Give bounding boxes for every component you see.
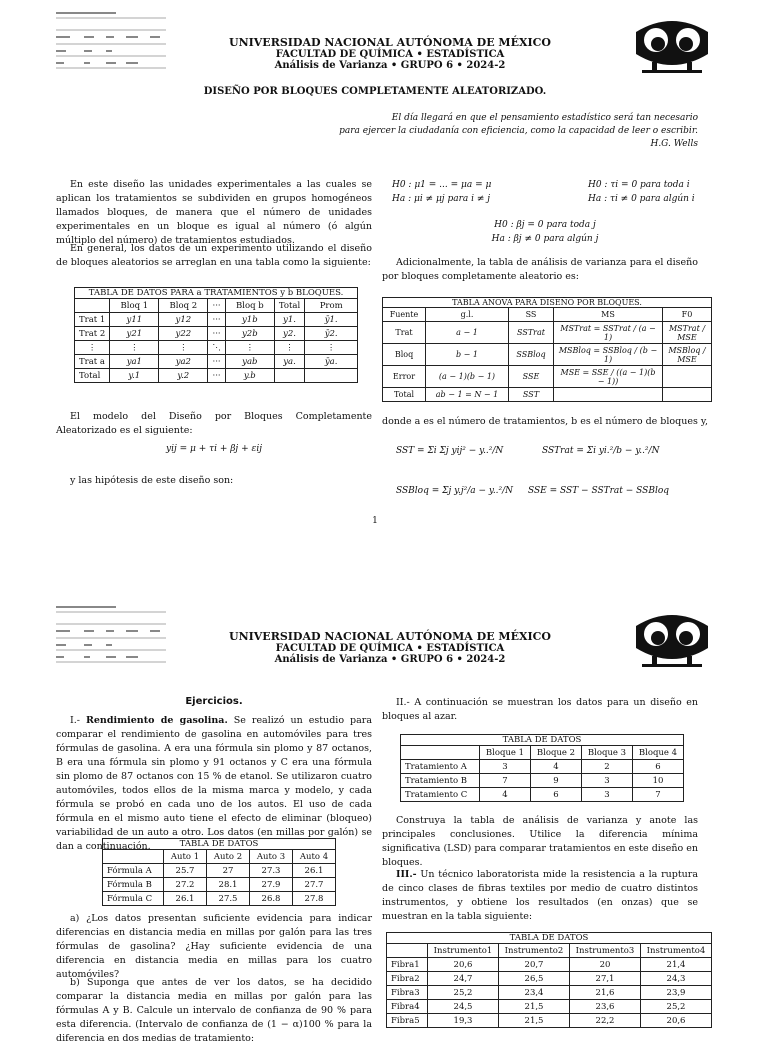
table-cell: 20,6: [428, 958, 499, 972]
table-cell: 26.8: [250, 892, 293, 906]
table-cell: SSTrat: [509, 322, 554, 344]
quote-author: H.G. Wells: [650, 139, 698, 149]
hypotheses-block: [392, 218, 698, 246]
table-cell: 7: [633, 788, 684, 802]
table-cell: Fórmula A: [103, 864, 164, 878]
table-cell: MSE = SSE / ((a − 1)(b − 1)): [554, 366, 663, 388]
anova-note: donde a es el número de tratamientos, b es el número de bloques y,: [382, 416, 708, 427]
table-row: [383, 388, 712, 402]
table-cell: a − 1: [426, 322, 509, 344]
table-cell: 27.3: [250, 864, 293, 878]
table-cell: y2.: [274, 327, 304, 341]
exercise-2-instructions: Construya la tabla de análisis de varianza y anote las principales conclusiones. Utilice la diferencia mínima significativa (LSD) para comparar tratamientos en este diseño en bloques.: [382, 815, 698, 868]
table-cell: Instrumento2: [499, 944, 570, 958]
table-row: [401, 760, 684, 774]
table-row: [387, 958, 712, 972]
table-cell: y.1: [110, 369, 159, 383]
table-cell: Tratamiento C: [401, 788, 480, 802]
header-mini-table: [56, 10, 166, 70]
table-cell: y2b: [225, 327, 274, 341]
table-row: [383, 322, 712, 344]
fibers-table-caption: TABLA DE DATOS: [386, 932, 712, 943]
table-cell: ȳ1.: [305, 313, 358, 327]
anova-table-caption: TABLA ANOVA PARA DISEÑO POR BLOQUES.: [382, 297, 712, 307]
table-cell: 24,5: [428, 1000, 499, 1014]
anova-table-wrapper: [382, 297, 712, 402]
mini-table-graphic: [56, 10, 166, 70]
gasoline-table: [102, 838, 336, 906]
table-cell: Auto 1: [164, 850, 207, 864]
table-cell: g.l.: [426, 308, 509, 322]
table-cell: Fibra4: [387, 1000, 428, 1014]
table-row: [401, 788, 684, 802]
table-cell: [554, 388, 663, 402]
table-cell: y1b: [225, 313, 274, 327]
table-row: [75, 341, 358, 355]
data-table-wrapper: [74, 287, 358, 383]
table-cell: Fibra5: [387, 1014, 428, 1028]
exercise-1: [56, 714, 372, 854]
table-header-row: [387, 944, 712, 958]
blocks-table-caption: TABLA DE DATOS: [400, 734, 684, 745]
table-cell: Trat 2: [75, 327, 110, 341]
table-cell: SST: [509, 388, 554, 402]
table-cell: MS: [554, 308, 663, 322]
table-cell: Bloq 2: [159, 299, 208, 313]
table-cell: 27: [207, 864, 250, 878]
table-cell: Total: [75, 369, 110, 383]
table-cell: Total: [383, 388, 426, 402]
table-cell: 10: [633, 774, 684, 788]
table-cell: SSBloq: [509, 344, 554, 366]
exercise-3: [382, 868, 698, 924]
table-cell: 21,4: [641, 958, 712, 972]
table-cell: 6: [531, 788, 582, 802]
gasoline-table-wrapper: [102, 838, 336, 906]
table-cell: y.2: [159, 369, 208, 383]
table-cell: ya2: [159, 355, 208, 369]
table-cell: ···: [208, 313, 226, 327]
table-cell: Bloq: [383, 344, 426, 366]
table-cell: [663, 366, 712, 388]
table-row: [387, 1000, 712, 1014]
table-cell: Bloq b: [225, 299, 274, 313]
table-cell: 20,7: [499, 958, 570, 972]
fibers-table-wrapper: [386, 932, 712, 1024]
table-row: [401, 774, 684, 788]
exercise-3-number: III.-: [396, 869, 417, 880]
table-cell: 19,3: [428, 1014, 499, 1028]
exercise-1-title: Rendimiento de gasolina.: [85, 715, 228, 726]
table-cell: ab − 1 = N − 1: [426, 388, 509, 402]
table-cell: SS: [509, 308, 554, 322]
table-cell: 22,2: [570, 1014, 641, 1028]
table-cell: Bloque 4: [633, 746, 684, 760]
owl-logo-icon: [632, 14, 712, 76]
exercise-1-number: I.-: [70, 715, 86, 726]
table-cell: 24,7: [428, 972, 499, 986]
table-cell: Fórmula B: [103, 878, 164, 892]
table-cell: 3: [582, 774, 633, 788]
page-title: DISEÑO POR BLOQUES COMPLETAMENTE ALEATORIZADO.: [203, 86, 547, 97]
table-cell: MSBloq / MSE: [663, 344, 712, 366]
table-cell: 20,6: [641, 1014, 712, 1028]
table-cell: 26.1: [164, 892, 207, 906]
owl-logo-icon: [632, 608, 712, 670]
exercise-1-text: Se realizó un estudio para comparar el rendimiento de gasolina en automóviles para tres fórmulas de gasolina. A era una fórmula sin plomo y 87 octanos, B era una fórmula sin plomo y 91 octanos y C era una fórmula sin plomo de 87 octanos con 15 % de etanol. Se utilizaron cuatro automóviles, todos ellos de la misma marca y modelo, y cada fórmula se probó en cada uno de los autos. El uso de cada fórmula en el mismo auto tiene el efecto de eliminar (bloqueo) variabilidad de un auto a otro. Los datos (en millas por galón) se dan a continuación.: [56, 715, 372, 852]
course-name: Análisis de Varianza • GRUPO 6 • 2024-2: [274, 654, 506, 665]
table-cell: Tratamiento A: [401, 760, 480, 774]
table-cell: Auto 2: [207, 850, 250, 864]
hypotheses-intro: y las hipótesis de este diseño son:: [70, 475, 234, 486]
faculty-name: FACULTAD DE QUÍMICA • ESTADÍSTICA: [275, 49, 505, 60]
table-cell: 2: [582, 760, 633, 774]
table-cell: y12: [159, 313, 208, 327]
table-cell: ···: [208, 369, 226, 383]
table-cell: 3: [582, 788, 633, 802]
table-header-row: [75, 299, 358, 313]
arrangement-paragraph: En general, los datos de un experimento utilizando el diseño de bloques aleatorios se arreglan en una tabla como la siguiente:: [56, 243, 372, 268]
formula-sse: SSE = SST − SSTrat − SSBloq: [528, 486, 670, 496]
hypothesis-h0-treatment: H0 : τi = 0 para toda i: [588, 180, 690, 190]
table-cell: ···: [208, 299, 226, 313]
table-cell: Trat 1: [75, 313, 110, 327]
table-cell: Prom: [305, 299, 358, 313]
table-row: [383, 366, 712, 388]
table-cell: Bloque 1: [480, 746, 531, 760]
blocks-table-wrapper: [400, 734, 684, 802]
table-cell: [401, 746, 480, 760]
table-cell: 7: [480, 774, 531, 788]
question-b: b) Suponga que antes de ver los datos, se ha decidido comparar la distancia media en millas por galón para las fórmulas A y B. Calcule un intervalo de confianza de 90 % para esta diferencia. (Intervalo de confianza de (1 − α)100 % para la diferencia en dos medias de tratamiento:: [56, 977, 372, 1044]
table-cell: 23,6: [570, 1000, 641, 1014]
course-name: Análisis de Varianza • GRUPO 6 • 2024-2: [274, 60, 506, 71]
table-cell: y22: [159, 327, 208, 341]
table-cell: y.b: [225, 369, 274, 383]
exercise-3-text: Un técnico laboratorista mide la resistencia a la ruptura de cinco clases de fibras textiles por medio de cuatro distintos instrumentos, y obtiene los resultados (en onzas) que se muestran en la tabla siguiente:: [382, 869, 698, 922]
table-row: [383, 344, 712, 366]
table-cell: 25,2: [641, 1000, 712, 1014]
table-cell: Fuente: [383, 308, 426, 322]
table-cell: ya1: [110, 355, 159, 369]
table-row: [387, 1014, 712, 1028]
table-cell: Error: [383, 366, 426, 388]
hypothesis-ha-block: Ha : βj ≠ 0 para algún j: [491, 234, 599, 244]
table-cell: Instrumento3: [570, 944, 641, 958]
university-name: UNIVERSIDAD NACIONAL AUTÓNOMA DE MÉXICO: [228, 36, 551, 49]
table-cell: 27.5: [207, 892, 250, 906]
table-cell: [387, 944, 428, 958]
table-cell: y21: [110, 327, 159, 341]
table-cell: [274, 369, 304, 383]
table-cell: Tratamiento B: [401, 774, 480, 788]
table-cell: Bloq 1: [110, 299, 159, 313]
table-cell: 27,1: [570, 972, 641, 986]
table-cell: 27.7: [293, 878, 336, 892]
table-cell: 24,3: [641, 972, 712, 986]
table-row: [103, 864, 336, 878]
table-cell: Auto 4: [293, 850, 336, 864]
table-cell: 3: [480, 760, 531, 774]
table-cell: 27.9: [250, 878, 293, 892]
table-cell: 21,6: [570, 986, 641, 1000]
table-cell: ···: [208, 355, 226, 369]
hypothesis-ha-mean: Ha : μi ≠ μj para i ≠ j: [392, 194, 491, 204]
table-cell: Total: [274, 299, 304, 313]
table-cell: SSE: [509, 366, 554, 388]
table-cell: ···: [208, 327, 226, 341]
question-a: a) ¿Los datos presentan suficiente evidencia para indicar diferencias en distancia media en millas por galón para las tres fórmulas de gasolina? ¿Hay suficiente evidencia de una diferencia en distancia media en millas para los cuatro automóviles?: [56, 913, 372, 980]
table-cell: Trat: [383, 322, 426, 344]
anova-intro: Adicionalmente, la tabla de análisis de varianza para el diseño por bloques completamente aleatorio es:: [382, 257, 698, 282]
table-cell: y1.: [274, 313, 304, 327]
table-cell: yab: [225, 355, 274, 369]
table-cell: ȳ2.: [305, 327, 358, 341]
table-header-row: [103, 850, 336, 864]
table-cell: ⋮: [225, 341, 274, 355]
table-cell: 27.8: [293, 892, 336, 906]
table-cell: F0: [663, 308, 712, 322]
formula-sst: SST = Σi Σj yij² − y..²/N: [396, 446, 504, 456]
table-cell: Fórmula C: [103, 892, 164, 906]
exercise-2: II.- A continuación se muestran los datos para un diseño en bloques al azar.: [382, 697, 698, 722]
table-cell: Fibra3: [387, 986, 428, 1000]
table-cell: 26,5: [499, 972, 570, 986]
table-cell: 28.1: [207, 878, 250, 892]
table-cell: ⋮: [305, 341, 358, 355]
header-mini-table: [56, 604, 166, 664]
gasoline-table-caption: TABLA DE DATOS: [102, 838, 336, 849]
table-cell: (a − 1)(b − 1): [426, 366, 509, 388]
mini-table-graphic: [56, 604, 166, 664]
table-cell: 26.1: [293, 864, 336, 878]
data-table: [74, 287, 358, 383]
table-cell: Fibra1: [387, 958, 428, 972]
fibers-table: [386, 932, 712, 1028]
hypothesis-ha-treatment: Ha : τi ≠ 0 para algún i: [588, 194, 695, 204]
table-cell: ⋮: [159, 341, 208, 355]
university-name: UNIVERSIDAD NACIONAL AUTÓNOMA DE MÉXICO: [228, 630, 551, 643]
blocks-table: [400, 734, 684, 802]
table-cell: ⋮: [274, 341, 304, 355]
intro-paragraph: En este diseño las unidades experimentales a las cuales se aplican los tratamientos se subdividen en grupos homogéneos llamados bloques, de manera que el número de unidades experimentales en un bloque es igual al número (ó algún múltiplo del número) de tratamientos estudiados.: [56, 179, 372, 246]
table-cell: 20: [570, 958, 641, 972]
page-number: 1: [372, 516, 378, 526]
table-header-row: [401, 746, 684, 760]
table-cell: Trat a: [75, 355, 110, 369]
table-cell: 23,4: [499, 986, 570, 1000]
table-row: [103, 892, 336, 906]
hypothesis-h0-mean: H0 : μ1 = ... = μa = μ: [392, 180, 492, 190]
table-cell: Bloque 3: [582, 746, 633, 760]
anova-table: [382, 297, 712, 402]
quote-line-1: El día llegará en que el pensamiento estadístico será tan necesario: [391, 113, 698, 123]
table-cell: [663, 388, 712, 402]
table-cell: [103, 850, 164, 864]
table-cell: 4: [531, 760, 582, 774]
table-row: [103, 878, 336, 892]
table-cell: 21,5: [499, 1014, 570, 1028]
data-table-caption: TABLA DE DATOS PARA a TRATAMIENTOS y b BLOQUES.: [74, 287, 358, 298]
table-cell: MSTrat = SSTrat / (a − 1): [554, 322, 663, 344]
exercises-title: Ejercicios.: [185, 696, 243, 707]
table-cell: 25,2: [428, 986, 499, 1000]
table-cell: ya.: [274, 355, 304, 369]
table-row: [75, 327, 358, 341]
formula-ssbloq: SSBloq = Σj y.j²/a − y..²/N: [396, 486, 514, 496]
table-cell: Fibra2: [387, 972, 428, 986]
table-cell: 27.2: [164, 878, 207, 892]
model-paragraph: El modelo del Diseño por Bloques Completamente Aleatorizado es el siguiente:: [56, 411, 372, 436]
table-cell: Auto 3: [250, 850, 293, 864]
table-cell: ⋮: [110, 341, 159, 355]
table-row: [75, 355, 358, 369]
table-cell: ⋮: [75, 341, 110, 355]
quote-line-2: para ejercer la ciudadanía con eficiencia, como la capacidad de leer o escribir.: [339, 126, 698, 136]
table-cell: 6: [633, 760, 684, 774]
table-cell: Bloque 2: [531, 746, 582, 760]
table-row: [387, 972, 712, 986]
table-row: [75, 313, 358, 327]
table-cell: MSBloq = SSBloq / (b − 1): [554, 344, 663, 366]
faculty-name: FACULTAD DE QUÍMICA • ESTADÍSTICA: [275, 643, 505, 654]
table-cell: ȳa.: [305, 355, 358, 369]
formula-sstrat: SSTrat = Σi yi.²/b − y..²/N: [542, 446, 660, 456]
table-header-row: [383, 308, 712, 322]
table-row: [75, 369, 358, 383]
table-cell: [305, 369, 358, 383]
model-equation: yij = μ + τi + βj + εij: [165, 444, 262, 454]
table-cell: MSTrat / MSE: [663, 322, 712, 344]
table-row: [387, 986, 712, 1000]
quote: [300, 112, 698, 151]
hypotheses-mean: [392, 178, 491, 206]
table-cell: b − 1: [426, 344, 509, 366]
table-cell: 4: [480, 788, 531, 802]
hypothesis-h0-block: H0 : βj = 0 para toda j: [494, 220, 596, 230]
table-cell: 25.7: [164, 864, 207, 878]
table-cell: Instrumento4: [641, 944, 712, 958]
table-cell: y11: [110, 313, 159, 327]
table-cell: ⋱: [208, 341, 226, 355]
table-cell: 23,9: [641, 986, 712, 1000]
hypotheses-treatment: [588, 178, 695, 206]
table-cell: 21,5: [499, 1000, 570, 1014]
table-cell: Instrumento1: [428, 944, 499, 958]
table-cell: 9: [531, 774, 582, 788]
table-cell: [75, 299, 110, 313]
